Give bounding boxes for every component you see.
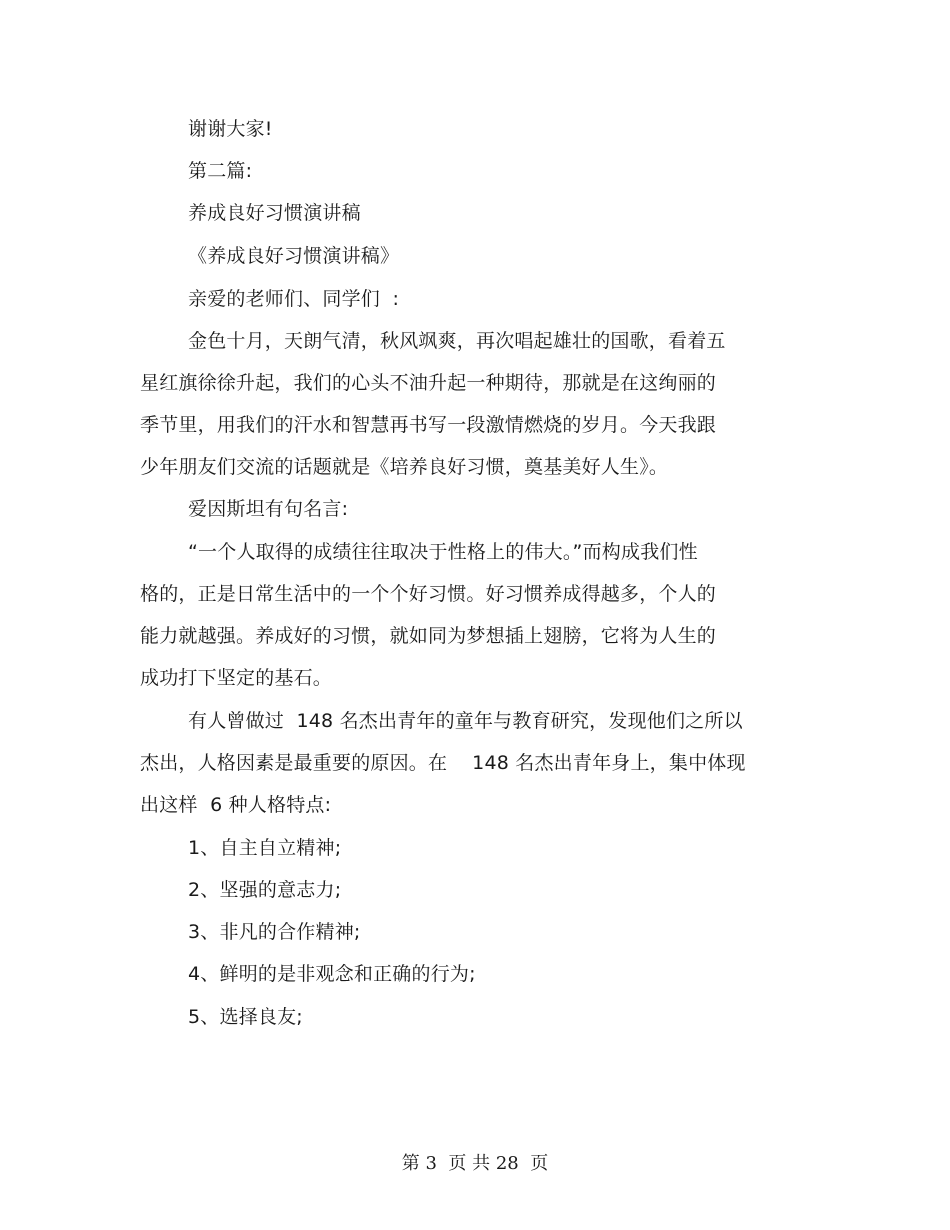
- paragraph-line: 季节里，用我们的汗水和智慧再书写一段激情燃烧的岁月。今天我跟: [140, 414, 717, 436]
- paragraph-line: 成功打下坚定的基石。: [140, 667, 333, 689]
- list-item: 1、自主自立精神;: [188, 837, 342, 859]
- text-line: 第二篇:: [188, 160, 253, 182]
- section-title: 养成良好习惯演讲稿: [188, 202, 361, 224]
- paragraph-line: 星红旗徐徐升起，我们的心头不油升起一种期待，那就是在这绚丽的: [140, 372, 717, 394]
- list-item: 5、选择良友;: [188, 1006, 303, 1028]
- page-footer: 第 3 页 共 28 页: [401, 1153, 549, 1174]
- paragraph-line: 金色十月，天朗气清，秋风飒爽，再次唱起雄壮的国歌，看着五: [188, 330, 726, 352]
- paragraph-line: 有人曾做过 148 名杰出青年的童年与教育研究，发现他们之所以: [188, 710, 743, 732]
- list-item: 2、坚强的意志力;: [188, 879, 342, 901]
- paragraph-line: 能力就越强。养成好的习惯，就如同为梦想插上翅膀，它将为人生的: [140, 625, 717, 647]
- paragraph-line: 出这样 6 种人格特点:: [140, 794, 332, 816]
- paragraph-line: 杰出，人格因素是最重要的原因。在 148 名杰出青年身上，集中体现: [140, 752, 746, 774]
- paragraph-line: 少年朋友们交流的话题就是《培养良好习惯，奠基美好人生》。: [140, 456, 669, 478]
- speech-title: 《养成良好习惯演讲稿》: [188, 245, 400, 267]
- paragraph-line: 格的，正是日常生活中的一个个好习惯。好习惯养成得越多，个人的: [140, 583, 717, 605]
- list-item: 4、鲜明的是非观念和正确的行为;: [188, 963, 476, 985]
- salutation: 亲爱的老师们、同学们 :: [188, 288, 400, 310]
- paragraph-line: “一个人取得的成绩往往取决于性格上的伟大。”而构成我们性: [188, 541, 698, 563]
- text-line: 谢谢大家!: [188, 118, 273, 140]
- paragraph-line: 爱因斯坦有句名言:: [188, 498, 349, 520]
- list-item: 3、非凡的合作精神;: [188, 921, 361, 943]
